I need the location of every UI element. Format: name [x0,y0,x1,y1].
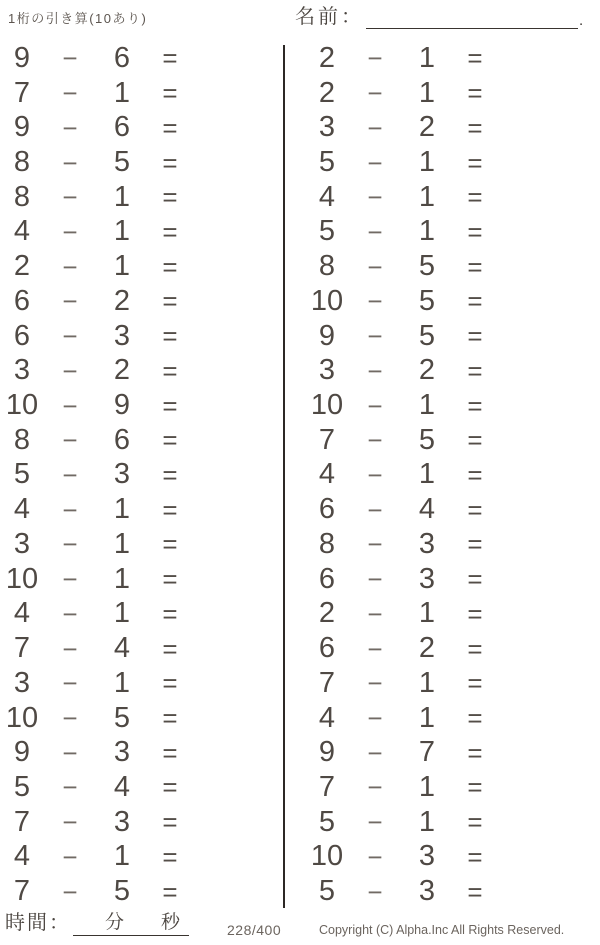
minus-operator: − [62,564,78,595]
minuend: 9 [318,319,336,352]
problem-row [305,76,497,111]
minus-operator: − [62,841,78,872]
subtrahend: 5 [113,875,131,908]
minuend: 10 [5,562,39,595]
problem-row [0,874,192,909]
time-label: 時間： [5,912,71,934]
subtrahend: 1 [113,215,131,248]
column-divider [283,45,285,908]
minus-operator: − [367,876,383,907]
equals-operator: = [467,494,483,525]
minus-operator: − [367,286,383,317]
minus-operator: − [367,390,383,421]
minus-operator: − [62,43,78,74]
equals-operator: = [162,876,178,907]
minus-operator: − [367,216,383,247]
minuend: 10 [310,840,344,873]
subtrahend: 5 [418,284,436,317]
time-field [5,910,189,936]
equals-operator: = [467,529,483,560]
minuend: 2 [13,250,31,283]
subtrahend: 1 [418,215,436,248]
equals-operator: = [467,425,483,456]
minuend: 7 [13,632,31,665]
name-field [295,5,583,29]
subtrahend: 4 [113,632,131,665]
subtrahend: 3 [418,875,436,908]
problem-row [305,631,497,666]
minuend: 5 [318,146,336,179]
minuend: 4 [318,701,336,734]
minuend: 6 [318,493,336,526]
subtrahend: 1 [113,562,131,595]
equals-operator: = [467,807,483,838]
minuend: 4 [318,180,336,213]
minus-operator: − [367,78,383,109]
minus-operator: − [367,633,383,664]
minuend: 5 [13,770,31,803]
minuend: 7 [318,666,336,699]
minus-operator: − [62,703,78,734]
subtrahend: 3 [418,840,436,873]
minuend: 9 [318,736,336,769]
minuend: 7 [13,76,31,109]
equals-operator: = [467,182,483,213]
minuend: 2 [318,76,336,109]
minus-operator: − [62,668,78,699]
subtrahend: 3 [113,458,131,491]
problem-row [0,562,192,597]
equals-operator: = [162,668,178,699]
minuend: 4 [13,597,31,630]
subtrahend: 5 [418,319,436,352]
minuend: 8 [13,423,31,456]
subtrahend: 2 [418,354,436,387]
equals-operator: = [162,564,178,595]
name-line-period: . [579,12,584,29]
minuend: 4 [13,840,31,873]
minuend: 3 [13,354,31,387]
problem-row [305,770,497,805]
equals-operator: = [467,703,483,734]
problem-row [0,770,192,805]
equals-operator: = [467,112,483,143]
equals-operator: = [162,459,178,490]
subtrahend: 2 [113,354,131,387]
minus-operator: − [367,355,383,386]
problem-row [305,388,497,423]
problem-row [305,41,497,76]
equals-operator: = [162,425,178,456]
problem-row [305,319,497,354]
minus-operator: − [62,112,78,143]
minus-operator: − [367,182,383,213]
problem-row [305,353,497,388]
problem-row [0,180,192,215]
problem-row [0,41,192,76]
equals-operator: = [162,529,178,560]
minuend: 3 [13,527,31,560]
equals-operator: = [162,772,178,803]
minus-operator: − [62,598,78,629]
subtrahend: 1 [113,840,131,873]
subtrahend: 1 [113,180,131,213]
equals-operator: = [467,251,483,282]
problem-row [0,110,192,145]
minuend: 2 [318,41,336,74]
equals-operator: = [467,737,483,768]
problem-row [305,145,497,180]
minus-operator: − [367,807,383,838]
subtrahend: 1 [418,146,436,179]
problem-row [0,735,192,770]
subtrahend: 1 [418,389,436,422]
minus-operator: − [62,737,78,768]
problem-row [0,527,192,562]
problems-column-right [305,41,497,909]
problem-row [305,666,497,701]
minus-operator: − [62,876,78,907]
problem-row [305,458,497,493]
minus-operator: − [367,494,383,525]
minus-operator: − [62,147,78,178]
equals-operator: = [467,147,483,178]
problem-row [0,319,192,354]
equals-operator: = [162,703,178,734]
subtrahend: 3 [113,736,131,769]
problem-row [305,874,497,909]
minus-operator: − [367,772,383,803]
subtrahend: 1 [113,666,131,699]
problem-row [0,284,192,319]
problem-row [0,701,192,736]
problem-row [305,597,497,632]
equals-operator: = [162,633,178,664]
problem-row [305,423,497,458]
subtrahend: 3 [418,527,436,560]
minuend: 3 [318,354,336,387]
subtrahend: 1 [113,76,131,109]
minuend: 6 [318,632,336,665]
problems-column-left [0,41,192,909]
minus-operator: − [62,251,78,282]
problem-row [0,458,192,493]
subtrahend: 1 [418,805,436,838]
equals-operator: = [467,876,483,907]
problem-row [0,492,192,527]
equals-operator: = [467,459,483,490]
subtrahend: 4 [418,493,436,526]
minus-operator: − [62,182,78,213]
equals-operator: = [162,216,178,247]
subtrahend: 3 [113,805,131,838]
minus-operator: − [62,390,78,421]
problem-row [0,76,192,111]
minus-operator: − [62,321,78,352]
minuend: 6 [318,562,336,595]
minuend: 9 [13,41,31,74]
subtrahend: 5 [418,423,436,456]
equals-operator: = [467,355,483,386]
minus-operator: − [62,807,78,838]
minus-operator: − [62,355,78,386]
name-input-line [366,6,578,29]
subtrahend: 1 [113,250,131,283]
minuend: 6 [13,284,31,317]
equals-operator: = [467,598,483,629]
subtrahend: 1 [418,597,436,630]
minus-operator: − [367,112,383,143]
problem-row [305,215,497,250]
equals-operator: = [467,43,483,74]
minuend: 4 [318,458,336,491]
time-input-line [73,910,189,936]
equals-operator: = [162,182,178,213]
problem-row [0,353,192,388]
minus-operator: − [367,459,383,490]
subtrahend: 5 [113,701,131,734]
problem-row [0,249,192,284]
equals-operator: = [162,43,178,74]
minuend: 5 [318,805,336,838]
equals-operator: = [162,598,178,629]
minuend: 5 [318,875,336,908]
subtrahend: 7 [418,736,436,769]
minus-operator: − [62,425,78,456]
equals-operator: = [162,286,178,317]
minuend: 10 [310,389,344,422]
equals-operator: = [467,286,483,317]
subtrahend: 6 [113,423,131,456]
minus-operator: − [367,251,383,282]
minus-operator: − [367,737,383,768]
minus-operator: − [62,459,78,490]
problem-row [305,562,497,597]
worksheet-title: 1桁の引き算(10あり) [8,11,148,26]
subtrahend: 1 [113,493,131,526]
minuend: 3 [318,111,336,144]
minuend: 7 [13,875,31,908]
minuend: 9 [13,111,31,144]
problem-row [305,492,497,527]
subtrahend: 1 [418,180,436,213]
equals-operator: = [162,251,178,282]
seconds-label: 秒 [161,912,181,933]
problem-row [0,666,192,701]
subtrahend: 4 [113,770,131,803]
minuend: 10 [310,284,344,317]
equals-operator: = [162,78,178,109]
equals-operator: = [467,841,483,872]
minuend: 6 [13,319,31,352]
minuend: 3 [13,666,31,699]
minus-operator: − [62,286,78,317]
minus-operator: − [367,43,383,74]
problem-row [305,527,497,562]
problem-row [0,805,192,840]
minus-operator: − [367,321,383,352]
subtrahend: 2 [418,632,436,665]
minus-operator: − [62,78,78,109]
minuend: 8 [13,146,31,179]
subtrahend: 9 [113,389,131,422]
problem-row [305,110,497,145]
subtrahend: 6 [113,111,131,144]
equals-operator: = [162,355,178,386]
minuend: 8 [13,180,31,213]
problem-row [305,735,497,770]
minuend: 9 [13,736,31,769]
problem-row [0,388,192,423]
equals-operator: = [162,390,178,421]
minus-operator: − [367,703,383,734]
minus-operator: − [367,841,383,872]
subtrahend: 2 [113,284,131,317]
equals-operator: = [162,321,178,352]
minuend: 8 [318,250,336,283]
subtrahend: 3 [418,562,436,595]
minus-operator: − [367,425,383,456]
subtrahend: 1 [418,76,436,109]
minuend: 7 [318,770,336,803]
subtrahend: 1 [418,458,436,491]
minus-operator: − [62,494,78,525]
minus-operator: − [367,147,383,178]
minus-operator: − [62,216,78,247]
minuend: 2 [318,597,336,630]
subtrahend: 1 [418,666,436,699]
equals-operator: = [162,494,178,525]
subtrahend: 2 [418,111,436,144]
subtrahend: 3 [113,319,131,352]
minuend: 8 [318,527,336,560]
equals-operator: = [467,390,483,421]
problem-row [0,215,192,250]
equals-operator: = [162,147,178,178]
problem-row [0,597,192,632]
minuend: 7 [318,423,336,456]
equals-operator: = [162,807,178,838]
minuend: 7 [13,805,31,838]
minuend: 5 [318,215,336,248]
equals-operator: = [467,321,483,352]
problem-row [0,145,192,180]
subtrahend: 5 [113,146,131,179]
problem-row [305,840,497,875]
subtrahend: 1 [418,41,436,74]
equals-operator: = [467,78,483,109]
problem-row [0,631,192,666]
problem-row [0,840,192,875]
minutes-label: 分 [105,912,125,933]
minus-operator: − [367,564,383,595]
minus-operator: − [367,529,383,560]
subtrahend: 1 [418,770,436,803]
equals-operator: = [467,772,483,803]
equals-operator: = [162,112,178,143]
subtrahend: 6 [113,41,131,74]
subtrahend: 1 [113,527,131,560]
minus-operator: − [367,598,383,629]
problem-row [305,180,497,215]
problem-row [305,249,497,284]
minuend: 4 [13,493,31,526]
problem-row [0,423,192,458]
equals-operator: = [467,668,483,699]
equals-operator: = [162,737,178,768]
problem-row [305,701,497,736]
minus-operator: − [367,668,383,699]
copyright-text: Copyright (C) Alpha.Inc All Rights Reserved. [319,923,565,937]
subtrahend: 1 [113,597,131,630]
subtrahend: 1 [418,701,436,734]
problem-row [305,805,497,840]
problem-row [305,284,497,319]
equals-operator: = [162,841,178,872]
equals-operator: = [467,216,483,247]
minus-operator: − [62,772,78,803]
name-label: 名前： [295,6,364,28]
minus-operator: − [62,633,78,664]
minus-operator: − [62,529,78,560]
minuend: 10 [5,701,39,734]
subtrahend: 5 [418,250,436,283]
minuend: 4 [13,215,31,248]
equals-operator: = [467,633,483,664]
minuend: 5 [13,458,31,491]
page-indicator: 228/400 [227,922,282,938]
equals-operator: = [467,564,483,595]
minuend: 10 [5,389,39,422]
